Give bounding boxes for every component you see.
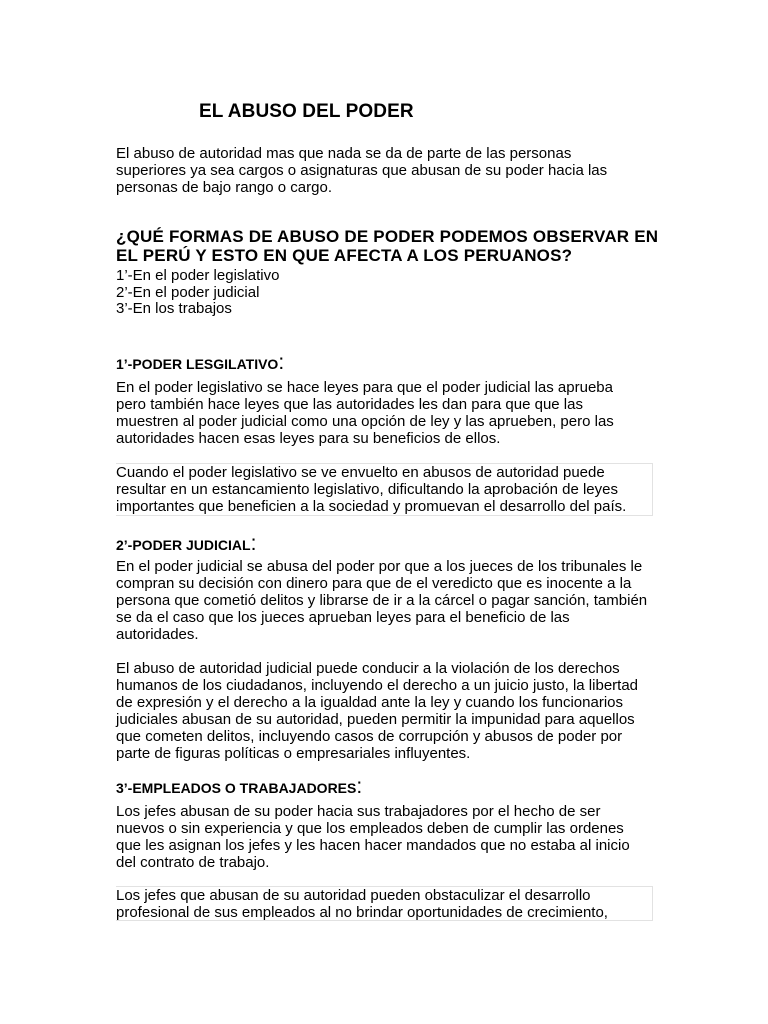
section-heading-colon: : — [356, 775, 363, 798]
section-heading-colon: : — [278, 351, 285, 374]
empleados-paragraph-1: Los jefes abusan de su poder hacia sus trabajadores por el hecho de ser nuevos o sin experiencia y que los empleados deben de cumplir las ordenes que les asignan los jefes y les hacen hacer mandados que no estaba al inicio del contrato de trabajo. — [116, 803, 630, 871]
section-heading-colon: : — [250, 532, 257, 555]
list-item: 2’-En el poder judicial — [116, 283, 260, 301]
list-item: 1’-En el poder legislativo — [116, 267, 280, 284]
document-title: EL ABUSO DEL PODER — [199, 101, 414, 122]
section-heading-text: 2’-PODER JUDICIAL — [116, 537, 251, 553]
judicial-paragraph-1: En el poder judicial se abusa del poder por que a los jueces de los tribunales le compran su decisión con dinero para que de el veredicto que es inocente a la persona que cometió delitos y librarse de ir a la cárcel o pagar sanción, también se da el caso que los jueces aprueban leyes para el beneficio de las autoridades. — [116, 558, 648, 643]
list-item: 3’-En los trabajos — [116, 300, 232, 317]
legislativo-paragraph-2: Cuando el poder legislativo se ve envuelto en abusos de autoridad puede resultar en un estancamiento legislativo, dificultando la aprobación de leyes importantes que beneficien a la sociedad y promuevan el desarrollo del país. — [116, 463, 653, 516]
section-heading-empleados — [116, 775, 363, 798]
section-heading-text: 1’-PODER LESGILATIVO — [116, 356, 279, 372]
legislativo-paragraph-1: En el poder legislativo se hace leyes para que el poder judicial las aprueba pero también hace leyes que las autoridades les dan para que que las muestren al poder judicial como una opción de ley y las aprueben, pero las autoridades hacen esas leyes para su beneficios de ellos. — [116, 379, 614, 447]
question-heading: ¿QUÉ FORMAS DE ABUSO DE PODER PODEMOS OBSERVAR EN EL PERÚ Y ESTO EN QUE AFECTA A LOS PERUANOS? — [116, 227, 659, 265]
intro-paragraph: El abuso de autoridad mas que nada se da de parte de las personas superiores ya sea cargos o asignaturas que abusan de su poder hacia las personas de bajo rango o cargo. — [116, 145, 608, 196]
empleados-paragraph-2: Los jefes que abusan de su autoridad pueden obstaculizar el desarrollo profesional de sus empleados al no brindar oportunidades de crecimiento, — [116, 886, 653, 921]
section-heading-text: 3’-EMPLEADOS O TRABAJADORES — [116, 780, 357, 796]
section-heading-judicial — [116, 532, 257, 555]
section-heading-legislativo — [116, 351, 285, 374]
forms-list — [116, 268, 279, 318]
judicial-paragraph-2: El abuso de autoridad judicial puede conducir a la violación de los derechos humanos de los ciudadanos, incluyendo el derecho a un juicio justo, la libertad de expresión y el derecho a la igualdad ante la ley y cuando los funcionarios judiciales abusan de su autoridad, pueden permitir la impunidad para aquellos que cometen delitos, incluyendo casos de corrupción y abusos de poder por parte de figuras políticas o empresariales influyentes. — [116, 660, 639, 762]
